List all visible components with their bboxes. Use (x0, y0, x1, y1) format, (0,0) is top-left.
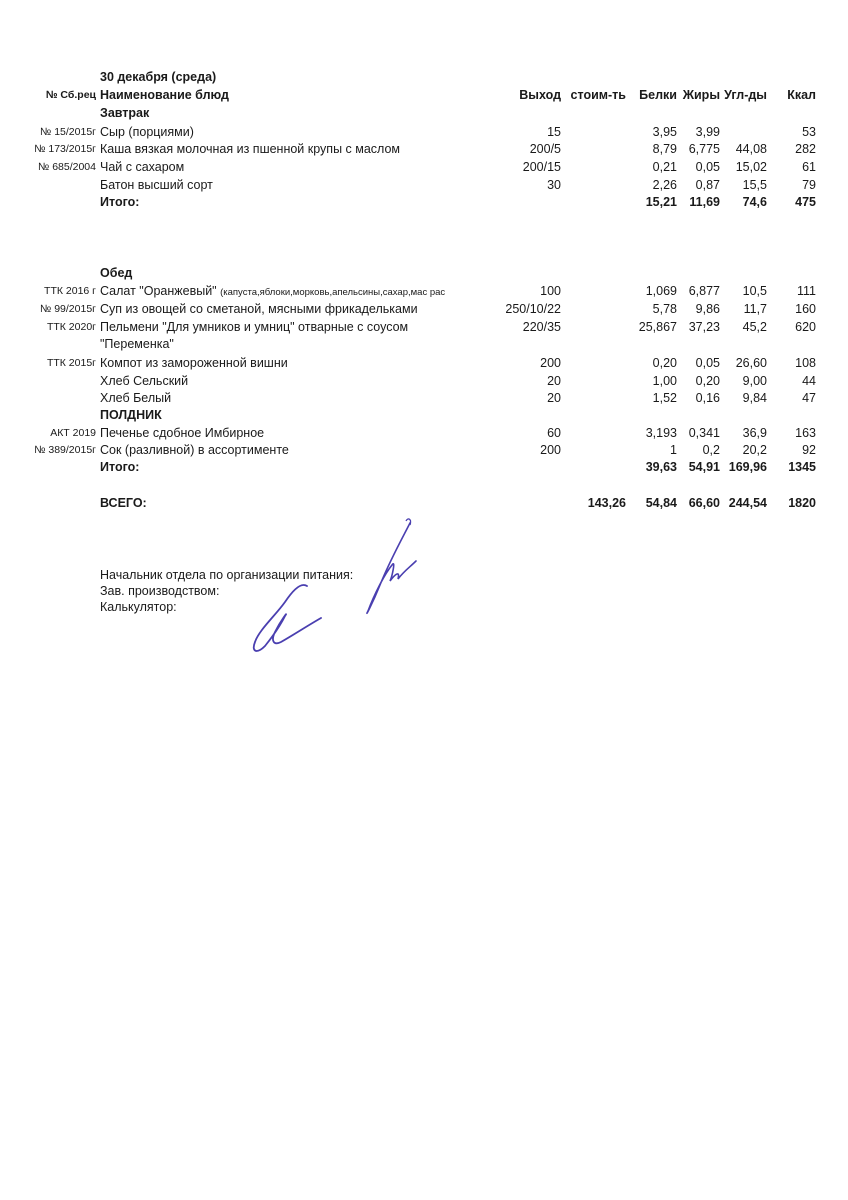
total-fat: 11,69 (689, 195, 720, 209)
dish-name-line2: "Переменка" (100, 337, 174, 351)
carbs: 10,5 (742, 284, 767, 298)
fat: 6,775 (688, 142, 720, 156)
output: 20 (547, 391, 561, 405)
section-breakfast (0, 105, 848, 122)
dish-ingredients-note: (капуста,яблоки,морковь,апельсины,сахар,мас рас (220, 287, 446, 298)
output: 250/10/22 (505, 302, 561, 316)
protein: 0,21 (652, 160, 677, 174)
carbs: 26,60 (735, 356, 767, 370)
total-protein: 39,63 (645, 460, 677, 474)
fat: 37,23 (688, 320, 720, 334)
carbs: 9,00 (742, 374, 767, 388)
table-row (0, 319, 848, 336)
table-row (0, 301, 848, 318)
fat: 6,877 (688, 284, 720, 298)
signature-label-production: Зав. производством: (100, 584, 220, 598)
table-row-continuation (0, 336, 848, 353)
handwritten-signature-head (340, 515, 430, 625)
kcal: 61 (802, 160, 816, 174)
kcal: 282 (795, 142, 816, 156)
recipe-code: № 389/2015г (34, 444, 96, 456)
dish-name: Каша вязкая молочная из пшенной крупы с маслом (100, 142, 401, 156)
dish-name (100, 283, 445, 301)
grand-total-label: ВСЕГО: (100, 496, 147, 510)
total-kcal: 475 (795, 195, 816, 209)
section-lunch (0, 265, 848, 282)
carbs: 45,2 (742, 320, 767, 334)
fat: 9,86 (695, 302, 720, 316)
dish-name: Хлеб Белый (100, 391, 172, 405)
table-row (0, 283, 848, 300)
col-header-fat: Жиры (682, 88, 720, 102)
output: 200 (540, 443, 561, 457)
fat: 0,87 (695, 178, 720, 192)
kcal: 44 (802, 374, 816, 388)
dish-name: Печенье сдобное Имбирное (100, 426, 265, 440)
col-header-output: Выход (519, 88, 561, 102)
protein: 2,26 (652, 178, 677, 192)
menu-date: 30 декабря (среда) (100, 70, 217, 84)
protein: 1,52 (652, 391, 677, 405)
carbs: 36,9 (742, 426, 767, 440)
signature-label-head: Начальник отдела по организации питания: (100, 568, 354, 582)
table-row (0, 373, 848, 390)
fat: 0,05 (695, 356, 720, 370)
dish-name: Чай с сахаром (100, 160, 185, 174)
protein: 25,867 (638, 320, 677, 334)
table-row (0, 177, 848, 194)
dish-name: Компот из замороженной вишни (100, 356, 288, 370)
carbs: 11,7 (743, 302, 767, 316)
kcal: 620 (795, 320, 816, 334)
col-header-carbs: Угл-ды (724, 88, 767, 102)
kcal: 47 (802, 391, 816, 405)
protein: 5,78 (652, 302, 677, 316)
protein: 3,95 (652, 125, 677, 139)
fat: 0,341 (688, 426, 720, 440)
table-row (0, 425, 848, 442)
recipe-code: № 173/2015г (34, 143, 96, 155)
recipe-code: № 685/2004 (38, 161, 96, 173)
recipe-code: АКТ 2019 (50, 427, 96, 439)
kcal: 108 (795, 356, 816, 370)
section-title: Завтрак (100, 106, 150, 120)
table-row (0, 159, 848, 176)
dish-name-main: Салат "Оранжевый" (100, 284, 221, 298)
fat: 0,20 (695, 374, 720, 388)
table-row (0, 390, 848, 407)
carbs: 44,08 (735, 142, 767, 156)
kcal: 160 (795, 302, 816, 316)
carbs: 20,2 (742, 443, 767, 457)
total-carbs: 74,6 (742, 195, 767, 209)
kcal: 53 (802, 125, 816, 139)
output: 20 (547, 374, 561, 388)
grand-total-kcal: 1820 (788, 496, 816, 510)
output: 200 (540, 356, 561, 370)
lunch-total-row (0, 459, 848, 476)
total-label: Итого: (100, 460, 140, 474)
section-title: ПОЛДНИК (100, 408, 162, 422)
dish-name: Сыр (порциями) (100, 125, 194, 139)
carbs: 9,84 (742, 391, 767, 405)
total-kcal: 1345 (788, 460, 816, 474)
kcal: 163 (795, 426, 816, 440)
fat: 3,99 (695, 125, 720, 139)
col-header-kcal: Ккал (787, 88, 816, 102)
kcal: 79 (802, 178, 816, 192)
output: 200/5 (529, 142, 561, 156)
recipe-code: ТТК 2020г (46, 321, 96, 333)
fat: 0,05 (695, 160, 720, 174)
output: 15 (547, 125, 561, 139)
protein: 1,00 (652, 374, 677, 388)
recipe-code: № 15/2015г (40, 126, 96, 138)
output: 30 (547, 178, 561, 192)
date-row (0, 69, 848, 86)
grand-total-carbs: 244,54 (728, 496, 767, 510)
dish-name: Сок (разливной) в ассортименте (100, 443, 289, 457)
dish-name: Батон высший сорт (100, 178, 213, 192)
recipe-code: ТТК 2015г (46, 357, 96, 369)
table-row (0, 355, 848, 372)
total-label: Итого: (100, 195, 140, 209)
section-snack (0, 407, 848, 424)
protein: 3,193 (645, 426, 677, 440)
signature-label-calculator: Калькулятор: (100, 600, 177, 614)
grand-total-cost: 143,26 (587, 496, 626, 510)
recipe-code: ТТК 2016 г (44, 285, 96, 297)
output: 200/15 (522, 160, 561, 174)
table-row (0, 141, 848, 158)
output: 60 (547, 426, 561, 440)
recipe-code: № 99/2015г (40, 303, 96, 315)
kcal: 92 (802, 443, 816, 457)
dish-name: Суп из овощей со сметаной, мясными фрикадельками (100, 302, 418, 316)
grand-total-fat: 66,60 (688, 496, 720, 510)
output: 220/35 (522, 320, 561, 334)
protein: 8,79 (652, 142, 677, 156)
total-fat: 54,91 (688, 460, 720, 474)
col-header-code: № Сб.рец (45, 89, 96, 101)
total-protein: 15,21 (645, 195, 677, 209)
table-header (0, 87, 848, 104)
breakfast-total-row (0, 194, 848, 211)
carbs: 15,5 (742, 178, 767, 192)
section-title: Обед (100, 266, 133, 280)
grand-total-protein: 54,84 (645, 496, 677, 510)
total-carbs: 169,96 (728, 460, 767, 474)
table-row (0, 124, 848, 141)
fat: 0,16 (695, 391, 720, 405)
protein: 1,069 (645, 284, 677, 298)
carbs: 15,02 (735, 160, 767, 174)
table-row (0, 442, 848, 459)
handwritten-signature-production (245, 580, 340, 660)
col-header-protein: Белки (639, 88, 677, 102)
fat: 0,2 (702, 443, 720, 457)
kcal: 111 (796, 284, 816, 298)
col-header-name: Наименование блюд (100, 88, 229, 102)
output: 100 (540, 284, 561, 298)
protein: 1 (670, 443, 677, 457)
dish-name: Пельмени "Для умников и умниц" отварные с соусом (100, 320, 409, 334)
protein: 0,20 (652, 356, 677, 370)
dish-name: Хлеб Сельский (100, 374, 189, 388)
grand-total-row (0, 495, 848, 512)
col-header-cost: стоим-ть (570, 88, 626, 102)
